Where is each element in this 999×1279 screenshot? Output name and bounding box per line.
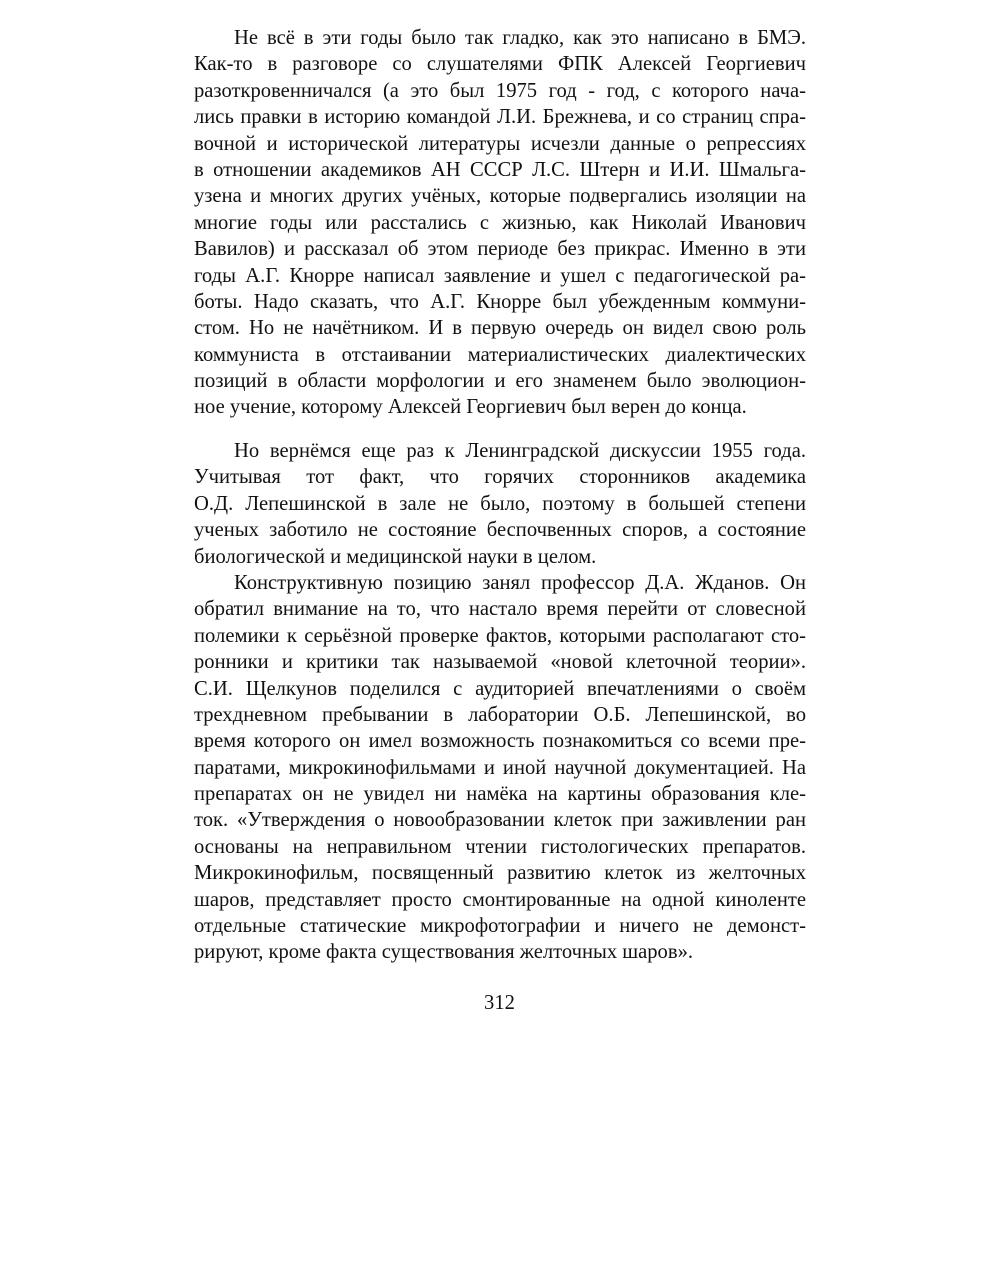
page-number: 312: [484, 992, 515, 1014]
text-line: биологической и медицинской науки в целом.: [194, 545, 597, 568]
text-block-2: [194, 438, 806, 966]
paragraph-2: [194, 438, 806, 570]
text-line: Микрокинофильм, посвященный развитию клеток из желточных: [194, 862, 806, 885]
text-line: паратами, микрокинофильмами и иной научной документацией. На: [194, 756, 806, 779]
text-line: обратил внимание на то, что настало время перейти от словесной: [194, 598, 806, 621]
text-line: в отношении академиков АН СССР Л.С. Штерн и И.И. Шмальга-: [194, 158, 806, 181]
text-line: трехдневном пребывании в лаборатории О.Б. Лепешинской, во: [194, 703, 806, 726]
text-line: боты. Надо сказать, что А.Г. Кнорре был убежденным коммуни-: [194, 290, 806, 313]
text-line: основаны на неправильном чтении гистологических препаратов.: [194, 835, 806, 858]
text-line: Конструктивную позицию занял профессор Д.А. Жданов. Он: [234, 571, 806, 594]
text-line: Учитывая тот факт, что горячих сторонников академика: [194, 466, 806, 489]
text-line: многие годы или расстались с жизнью, как Николай Иванович: [194, 211, 806, 234]
text-line: полемики к серьёзной проверке фактов, которыми располагают сто-: [194, 624, 806, 647]
text-line: стом. Но не начётником. И в первую очередь он видел свою роль: [194, 317, 806, 340]
text-line: время которого он имел возможность познакомиться со всеми пре-: [194, 730, 806, 753]
paragraph-1: [194, 25, 806, 421]
text-line: годы А.Г. Кнорре написал заявление и ушел с педагогической ра-: [194, 264, 806, 287]
text-line: Вавилов) и рассказал об этом периоде без прикрас. Именно в эти: [194, 238, 806, 261]
text-line: коммуниста в отстаивании материалистических диалектических: [194, 343, 806, 366]
text-line: С.И. Щелкунов поделился с аудиторией впечатлениями о своём: [194, 677, 806, 700]
text-line: ное учение, которому Алексей Георгиевич был верен до конца.: [194, 396, 747, 419]
text-line: ток. «Утверждения о новообразовании клеток при заживлении ран: [194, 809, 806, 832]
text-line: О.Д. Лепешинской в зале не было, поэтому в большей степени: [194, 492, 806, 515]
text-line: Не всё в эти годы было так гладко, как это написано в БМЭ.: [234, 27, 806, 49]
text-line: отдельные статические микрофотографии и ничего не демонст-: [194, 915, 806, 938]
text-line: узена и многих других учёных, которые подвергались изоляции на: [194, 185, 806, 208]
text-line: позиций в области морфологии и его знаменем было эволюцион-: [194, 370, 806, 393]
text-line: разоткровенничался (а это был 1975 год - год, с которого нача-: [194, 79, 806, 102]
text-line: препаратах он не увидел ни намёка на картины образования кле-: [194, 783, 806, 806]
text-line: Но вернёмся еще раз к Ленинградской дискуссии 1955 года.: [234, 440, 806, 462]
text-line: лись правки в историю командой Л.И. Брежнева, и со страниц спра-: [194, 106, 806, 129]
text-line: ученых заботило не состояние беспочвенных споров, а состояние: [194, 519, 806, 542]
text-line: рируют, кроме факта существования желточных шаров».: [194, 941, 694, 964]
text-line: ронники и критики так называемой «новой клеточной теории».: [194, 651, 806, 674]
text-block-1: [194, 25, 806, 421]
text-line: шаров, представляет просто смонтированные на одной киноленте: [194, 888, 806, 911]
paragraph-3: [194, 570, 806, 966]
text-line: Как-то в разговоре со слушателями ФПК Алексей Георгиевич: [194, 53, 806, 76]
text-line: вочной и исторической литературы исчезли данные о репрессиях: [194, 132, 806, 155]
